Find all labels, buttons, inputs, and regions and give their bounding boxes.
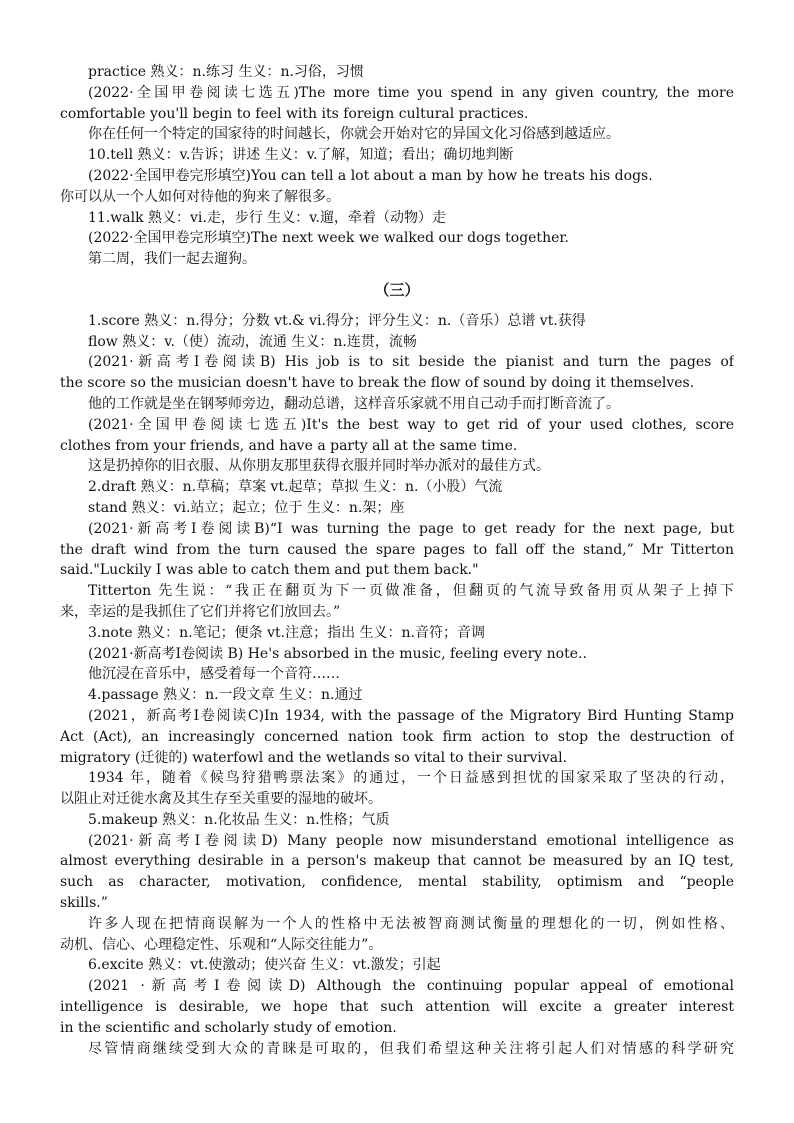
text-line: 第二周，我们一起去遛狗。 xyxy=(88,251,256,268)
text-line: (2021·新高考Ⅰ卷阅读B) His job is to sit beside the pianist and turn the pages of xyxy=(88,354,734,371)
text-line: 这是扔掉你的旧衣服、从你朋友那里获得衣服并同时举办派对的最佳方式。 xyxy=(88,458,550,475)
text-line: 4.passage 熟义：n.一段文章 生义：n.通过 xyxy=(88,687,363,704)
text-line: 你可以从一个人如何对待他的狗来了解很多。 xyxy=(60,188,340,205)
text-line: 3.note 熟义：n.笔记；便条 vt.注意；指出 生义：n.音符；音调 xyxy=(88,624,485,641)
vocabulary-list-part-3 xyxy=(60,311,734,1060)
text-line: almost everything desirable in a person's makeup that cannot be measured by an IQ test, xyxy=(60,853,734,870)
text-line: said."Luckily I was able to catch them and put them back." xyxy=(60,562,479,579)
text-line: the score so the musician doesn't have to break the flow of sound by doing it themselves. xyxy=(60,375,695,392)
text-line: 你在任何一个特定的国家待的时间越长，你就会开始对它的异国文化习俗感到越适应。 xyxy=(88,126,620,143)
text-line: (2021 ·新高考Ⅰ卷阅读D) Although the continuing popular appeal of emotional xyxy=(88,978,734,995)
section-heading: （三） xyxy=(374,280,420,299)
text-line: such as character, motivation, confidence, mental stability, optimism and “people xyxy=(60,874,734,891)
text-line: (2022·全国甲卷完形填空)The next week we walked our dogs together. xyxy=(88,230,569,247)
text-line: 来，幸运的是我抓住了它们并将它们放回去。” xyxy=(60,603,341,620)
text-line: 尽管情商继续受到大众的青睐是可取的，但我们希望这种关注将引起人们对情感的科学研究 xyxy=(88,1040,734,1057)
text-line: (2021·新高考Ⅰ卷阅读D) Many people now misunderstand emotional intelligence as xyxy=(88,832,734,849)
text-line: 他沉浸在音乐中，感受着每一个音符…… xyxy=(88,666,340,683)
text-line: 动机、信心、心理稳定性、乐观和“人际交往能力”。 xyxy=(60,936,383,953)
text-line: (2021·新高考Ⅰ卷阅读B)“I was turning the page to get ready for the next page, but xyxy=(88,520,734,537)
text-line: migratory (迁徙的) waterfowl and the wetlands so vital to their survival. xyxy=(60,749,568,766)
text-line: 11.walk 熟义：vi.走，步行 生义：v.遛，牵着（动物）走 xyxy=(88,209,446,226)
text-line: 1934 年，随着《候鸟狩猎鸭票法案》的通过，一个日益感到担忧的国家采取了坚决的行动， xyxy=(88,770,734,787)
text-line: Act (Act), an increasingly concerned nation took firm action to stop the destruction of xyxy=(60,728,734,745)
text-line: clothes from your friends, and have a party all at the same time. xyxy=(60,437,518,454)
text-line: skills.” xyxy=(60,895,108,912)
text-line: (2021，新高考Ⅰ卷阅读C)In 1934, with the passage of the Migratory Bird Hunting Stamp xyxy=(88,707,734,724)
text-line: Titterton 先生说：“我正在翻页为下一页做准备，但翻页的气流导致备用页从架子上掉下 xyxy=(88,583,734,600)
text-line: 5.makeup 熟义：n.化妆品 生义：n.性格；气质 xyxy=(88,811,390,828)
text-line: 6.excite 熟义：vt.使激动；使兴奋 生义：vt.激发；引起 xyxy=(88,957,441,974)
text-line: 2.draft 熟义：n.草稿；草案 vt.起草；草拟 生义：n.（小股）气流 xyxy=(88,479,503,496)
text-line: in the scientific and scholarly study of emotion. xyxy=(60,1019,397,1036)
text-line: 许多人现在把情商误解为一个人的性格中无法被智商测试衡量的理想化的一切，例如性格、 xyxy=(88,915,734,932)
vocabulary-list-part-2 xyxy=(60,62,734,270)
text-line: 1.score 熟义：n.得分；分数 vt.& vi.得分；评分生义：n.（音乐）总谱 vt.获得 xyxy=(88,312,586,329)
text-line: comfortable you'll begin to feel with its foreign cultural practices. xyxy=(60,105,529,122)
text-line: stand 熟义：vi.站立；起立；位于 生义：n.架；座 xyxy=(88,499,405,516)
text-line: (2021·全国甲卷阅读七选五)It's the best way to get rid of your used clothes, score xyxy=(88,416,734,433)
text-line: the draft wind from the turn caused the spare pages to fall off the stand,” Mr Titterton xyxy=(60,541,734,558)
text-line: (2022·全国甲卷阅读七选五)The more time you spend in any given country, the more xyxy=(88,84,734,101)
text-line: intelligence is desirable, we hope that such attention will excite a greater interest xyxy=(60,999,734,1016)
text-line: practice 熟义：n.练习 生义：n.习俗，习惯 xyxy=(88,64,364,80)
text-line: 以阻止对迁徙水禽及其生存至关重要的湿地的破坏。 xyxy=(60,791,382,808)
text-line: (2022·全国甲卷完形填空)You can tell a lot about a man by how he treats his dogs. xyxy=(88,167,653,184)
text-line: (2021·新高考Ⅰ卷阅读 B) He's absorbed in the music, feeling every note.. xyxy=(88,645,587,662)
text-line: 他的工作就是坐在钢琴师旁边，翻动总谱，这样音乐家就不用自己动手而打断音流了。 xyxy=(88,395,620,412)
text-line: flow 熟义：v.（使）流动，流通 生义：n.连贯，流畅 xyxy=(88,333,417,350)
text-line: 10.tell 熟义：v.告诉；讲述 生义：v.了解，知道；看出；确切地判断 xyxy=(88,147,514,164)
